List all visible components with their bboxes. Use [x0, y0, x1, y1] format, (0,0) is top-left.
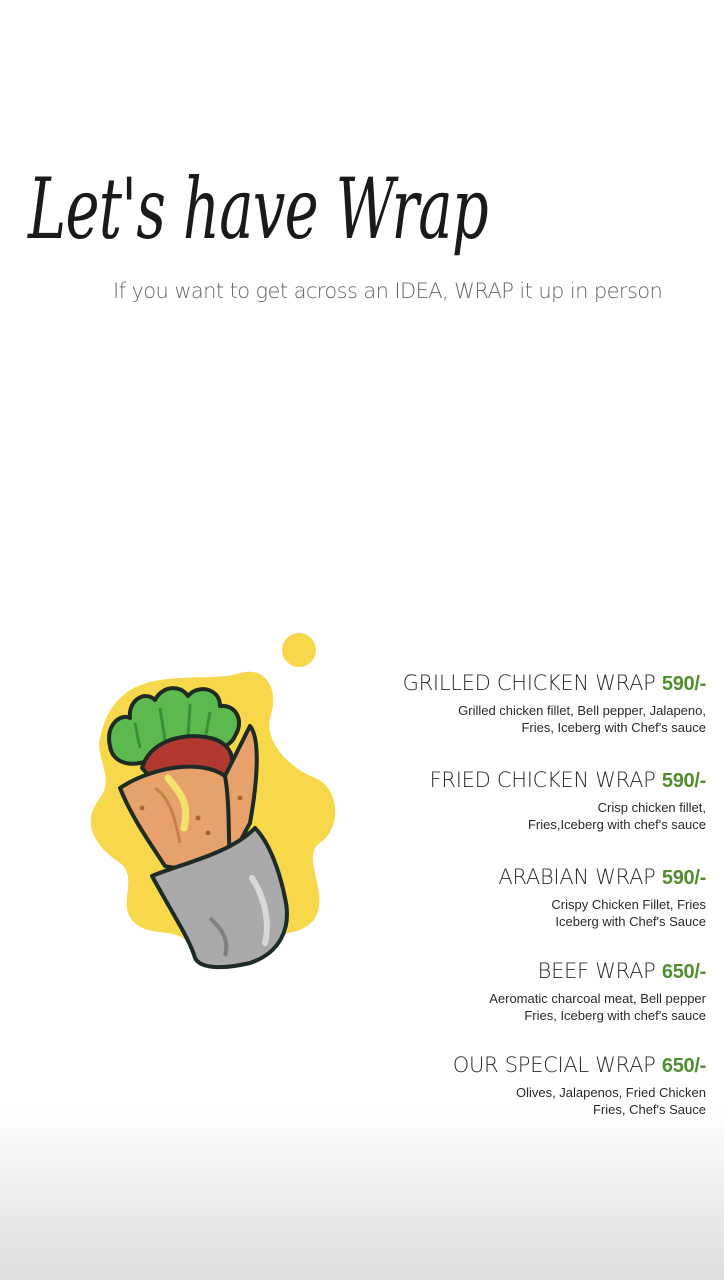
menu-item-name: OUR SPECIAL WRAP	[452, 1053, 656, 1077]
menu-item-name: BEEF WRAP	[537, 959, 656, 983]
page-title	[28, 138, 498, 273]
menu-item-our-special-wrap	[326, 1050, 706, 1118]
menu-item-title	[326, 862, 706, 893]
menu-item-price: 590/-	[661, 867, 706, 889]
menu-item-description	[326, 702, 706, 736]
menu-item-name: GRILLED CHICKEN WRAP	[402, 671, 656, 695]
menu-item-beef-wrap	[326, 956, 706, 1024]
menu-item-desc-line: Iceberg with Chef's Sauce	[555, 914, 706, 929]
menu-item-price: 650/-	[661, 961, 706, 983]
page-title-text: Let's have Wrap	[26, 160, 489, 258]
menu-item-arabian-wrap	[326, 862, 706, 930]
menu-item-grilled-chicken-wrap	[326, 668, 706, 736]
menu-item-price: 590/-	[661, 770, 706, 792]
menu-item-description	[326, 896, 706, 930]
wrap-illustration-svg	[80, 628, 350, 978]
menu-item-desc-line: Aeromatic charcoal meat, Bell pepper	[489, 991, 706, 1006]
menu-item-desc-line: Fries,Iceberg with chef's sauce	[527, 817, 706, 832]
menu-item-title	[326, 956, 706, 987]
menu-item-price: 650/-	[661, 1055, 706, 1077]
menu-item-description	[326, 1084, 706, 1118]
menu-item-fried-chicken-wrap	[326, 765, 706, 833]
menu-item-desc-line: Fries, Iceberg with chef's sauce	[524, 1008, 706, 1023]
menu-item-desc-line: Crispy Chicken Fillet, Fries	[551, 897, 706, 912]
menu-item-name: FRIED CHICKEN WRAP	[429, 768, 656, 792]
tagline: If you want to get across an IDEA, WRAP it up in person	[113, 279, 663, 303]
wrap-illustration-icon	[80, 628, 350, 978]
menu-item-desc-line: Crisp chicken fillet,	[597, 800, 706, 815]
menu-item-desc-line: Olives, Jalapenos, Fried Chicken	[515, 1085, 706, 1100]
menu-item-description	[326, 990, 706, 1024]
menu-item-desc-line: Grilled chicken fillet, Bell pepper, Jalapeno,	[458, 703, 706, 718]
menu-item-description	[326, 799, 706, 833]
menu-item-desc-line: Fries, Chef's Sauce	[592, 1102, 706, 1117]
menu-item-title	[326, 1050, 706, 1081]
page-title-svg	[28, 138, 498, 273]
menu-item-name: ARABIAN WRAP	[498, 865, 656, 889]
menu-item-title	[326, 765, 706, 796]
menu-item-title	[326, 668, 706, 699]
menu-item-price: 590/-	[661, 673, 706, 695]
menu-item-desc-line: Fries, Iceberg with Chef's sauce	[521, 720, 706, 735]
